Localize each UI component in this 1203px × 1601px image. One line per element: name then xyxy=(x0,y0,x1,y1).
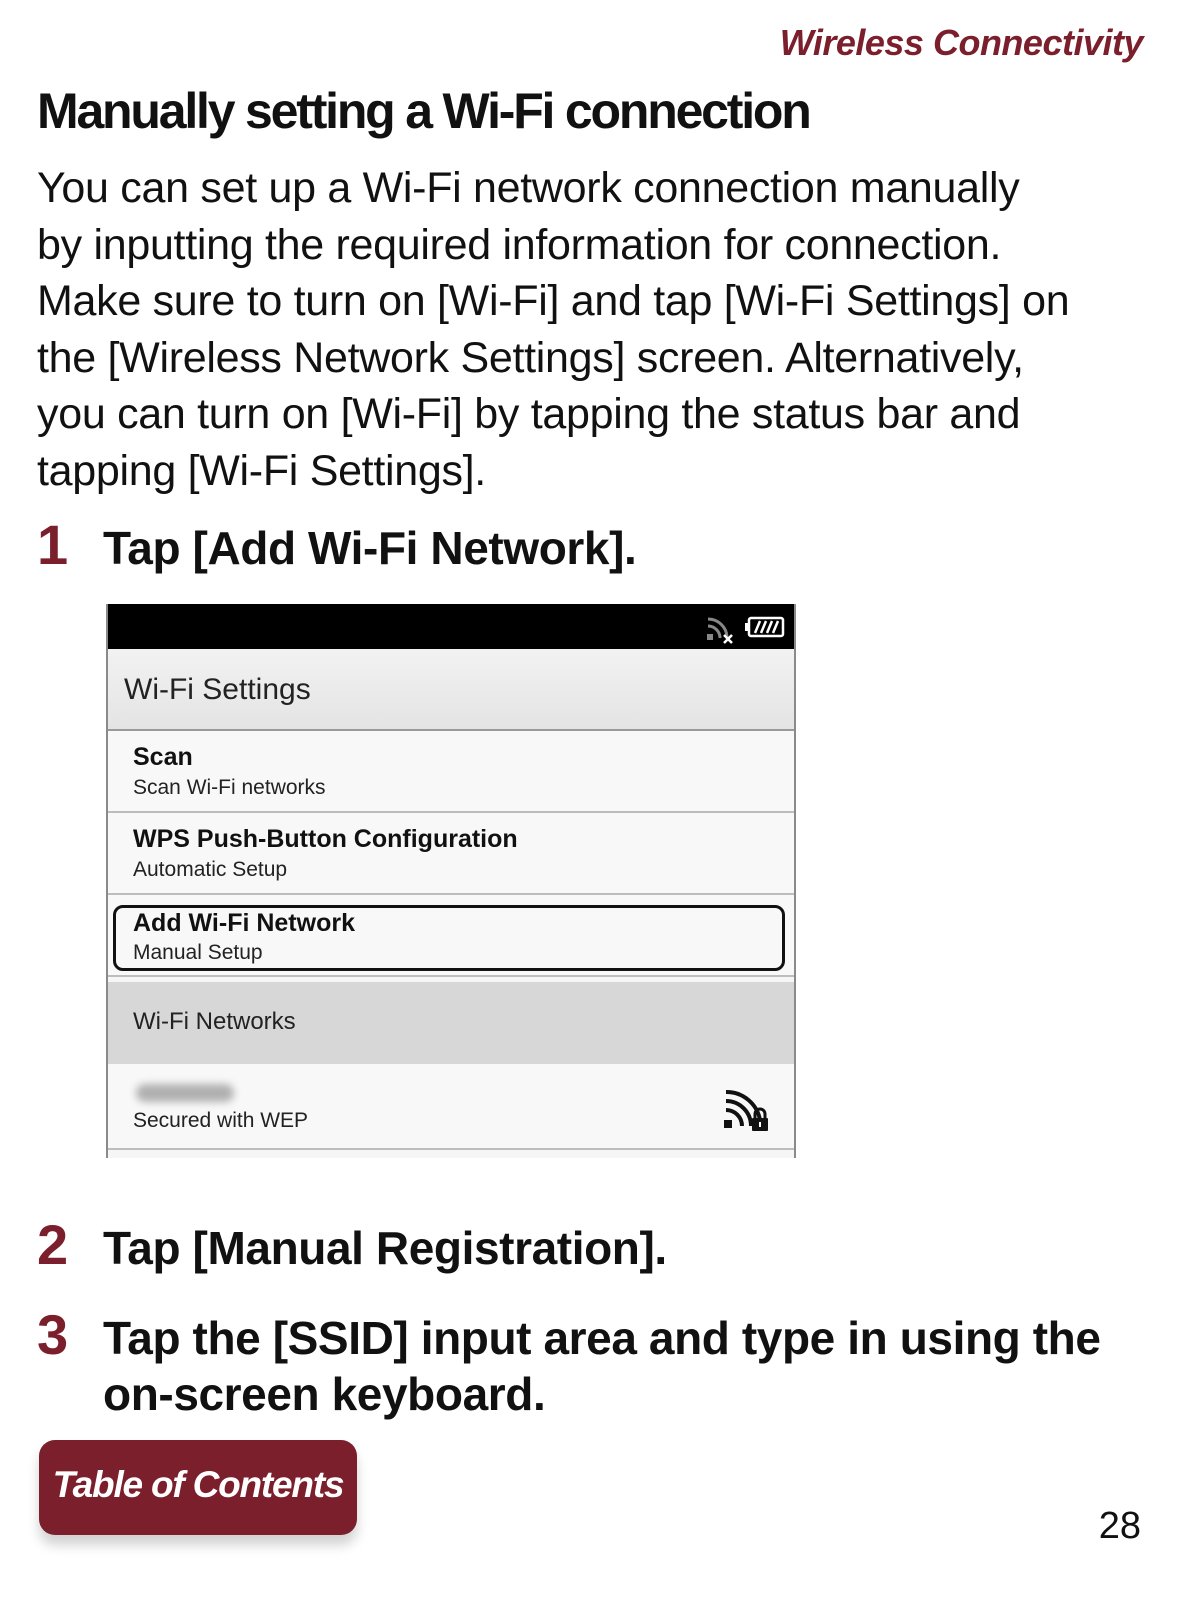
status-bar xyxy=(108,604,794,649)
page-number: 28 xyxy=(1098,1505,1141,1547)
menu-item-subtitle: Automatic Setup xyxy=(133,858,288,881)
network-row[interactable] xyxy=(108,1064,794,1150)
intro-line: You can set up a Wi-Fi network connection manually xyxy=(37,164,1020,212)
intro-line: the [Wireless Network Settings] screen. Alternatively, xyxy=(37,333,1024,382)
settings-header xyxy=(108,649,794,731)
menu-item-title: Add Wi-Fi Network xyxy=(133,909,355,937)
toc-label: Table of Contents xyxy=(52,1464,344,1505)
menu-item-scan[interactable] xyxy=(108,731,794,813)
intro-line: you can turn on [Wi-Fi] by tapping the status bar and xyxy=(37,390,1021,438)
section-header: Wireless Connectivity xyxy=(779,22,1143,63)
settings-header-title: Wi-Fi Settings xyxy=(124,673,311,706)
wifi-off-icon xyxy=(705,614,735,644)
step-text: Tap the [SSID] input area and type in using the on-screen keyboard. xyxy=(103,1312,1101,1420)
intro-line: Make sure to turn on [Wi-Fi] and tap [Wi-Fi Settings] on xyxy=(37,277,1070,325)
intro-line: by inputting the required information for connection. xyxy=(37,220,1002,269)
menu-item-title: Scan xyxy=(133,743,193,771)
menu-item-subtitle: Manual Setup xyxy=(133,941,263,964)
step-number: 3 xyxy=(37,1303,69,1366)
battery-icon xyxy=(745,616,785,638)
page-title: Manually setting a Wi-Fi connection xyxy=(37,83,810,139)
step-number: 2 xyxy=(37,1213,69,1276)
networks-header xyxy=(108,982,794,1064)
intro-paragraph xyxy=(37,160,1157,499)
step-number: 1 xyxy=(37,513,69,576)
step-text: Tap [Manual Registration]. xyxy=(103,1222,667,1274)
networks-header-title: Wi-Fi Networks xyxy=(133,1008,296,1035)
table-of-contents-button[interactable] xyxy=(39,1440,357,1535)
device-screenshot xyxy=(106,604,796,1158)
menu-item-title: WPS Push-Button Configuration xyxy=(133,825,518,853)
menu-item-subtitle: Scan Wi-Fi networks xyxy=(133,776,326,799)
network-name-blurred xyxy=(136,1084,234,1102)
menu-item-wps[interactable] xyxy=(108,813,794,895)
step-text: Tap [Add Wi-Fi Network]. xyxy=(103,522,637,574)
wifi-lock-icon xyxy=(722,1086,772,1134)
network-security: Secured with WEP xyxy=(133,1109,309,1132)
intro-line: tapping [Wi-Fi Settings]. xyxy=(37,446,486,495)
highlight-box xyxy=(113,905,785,971)
